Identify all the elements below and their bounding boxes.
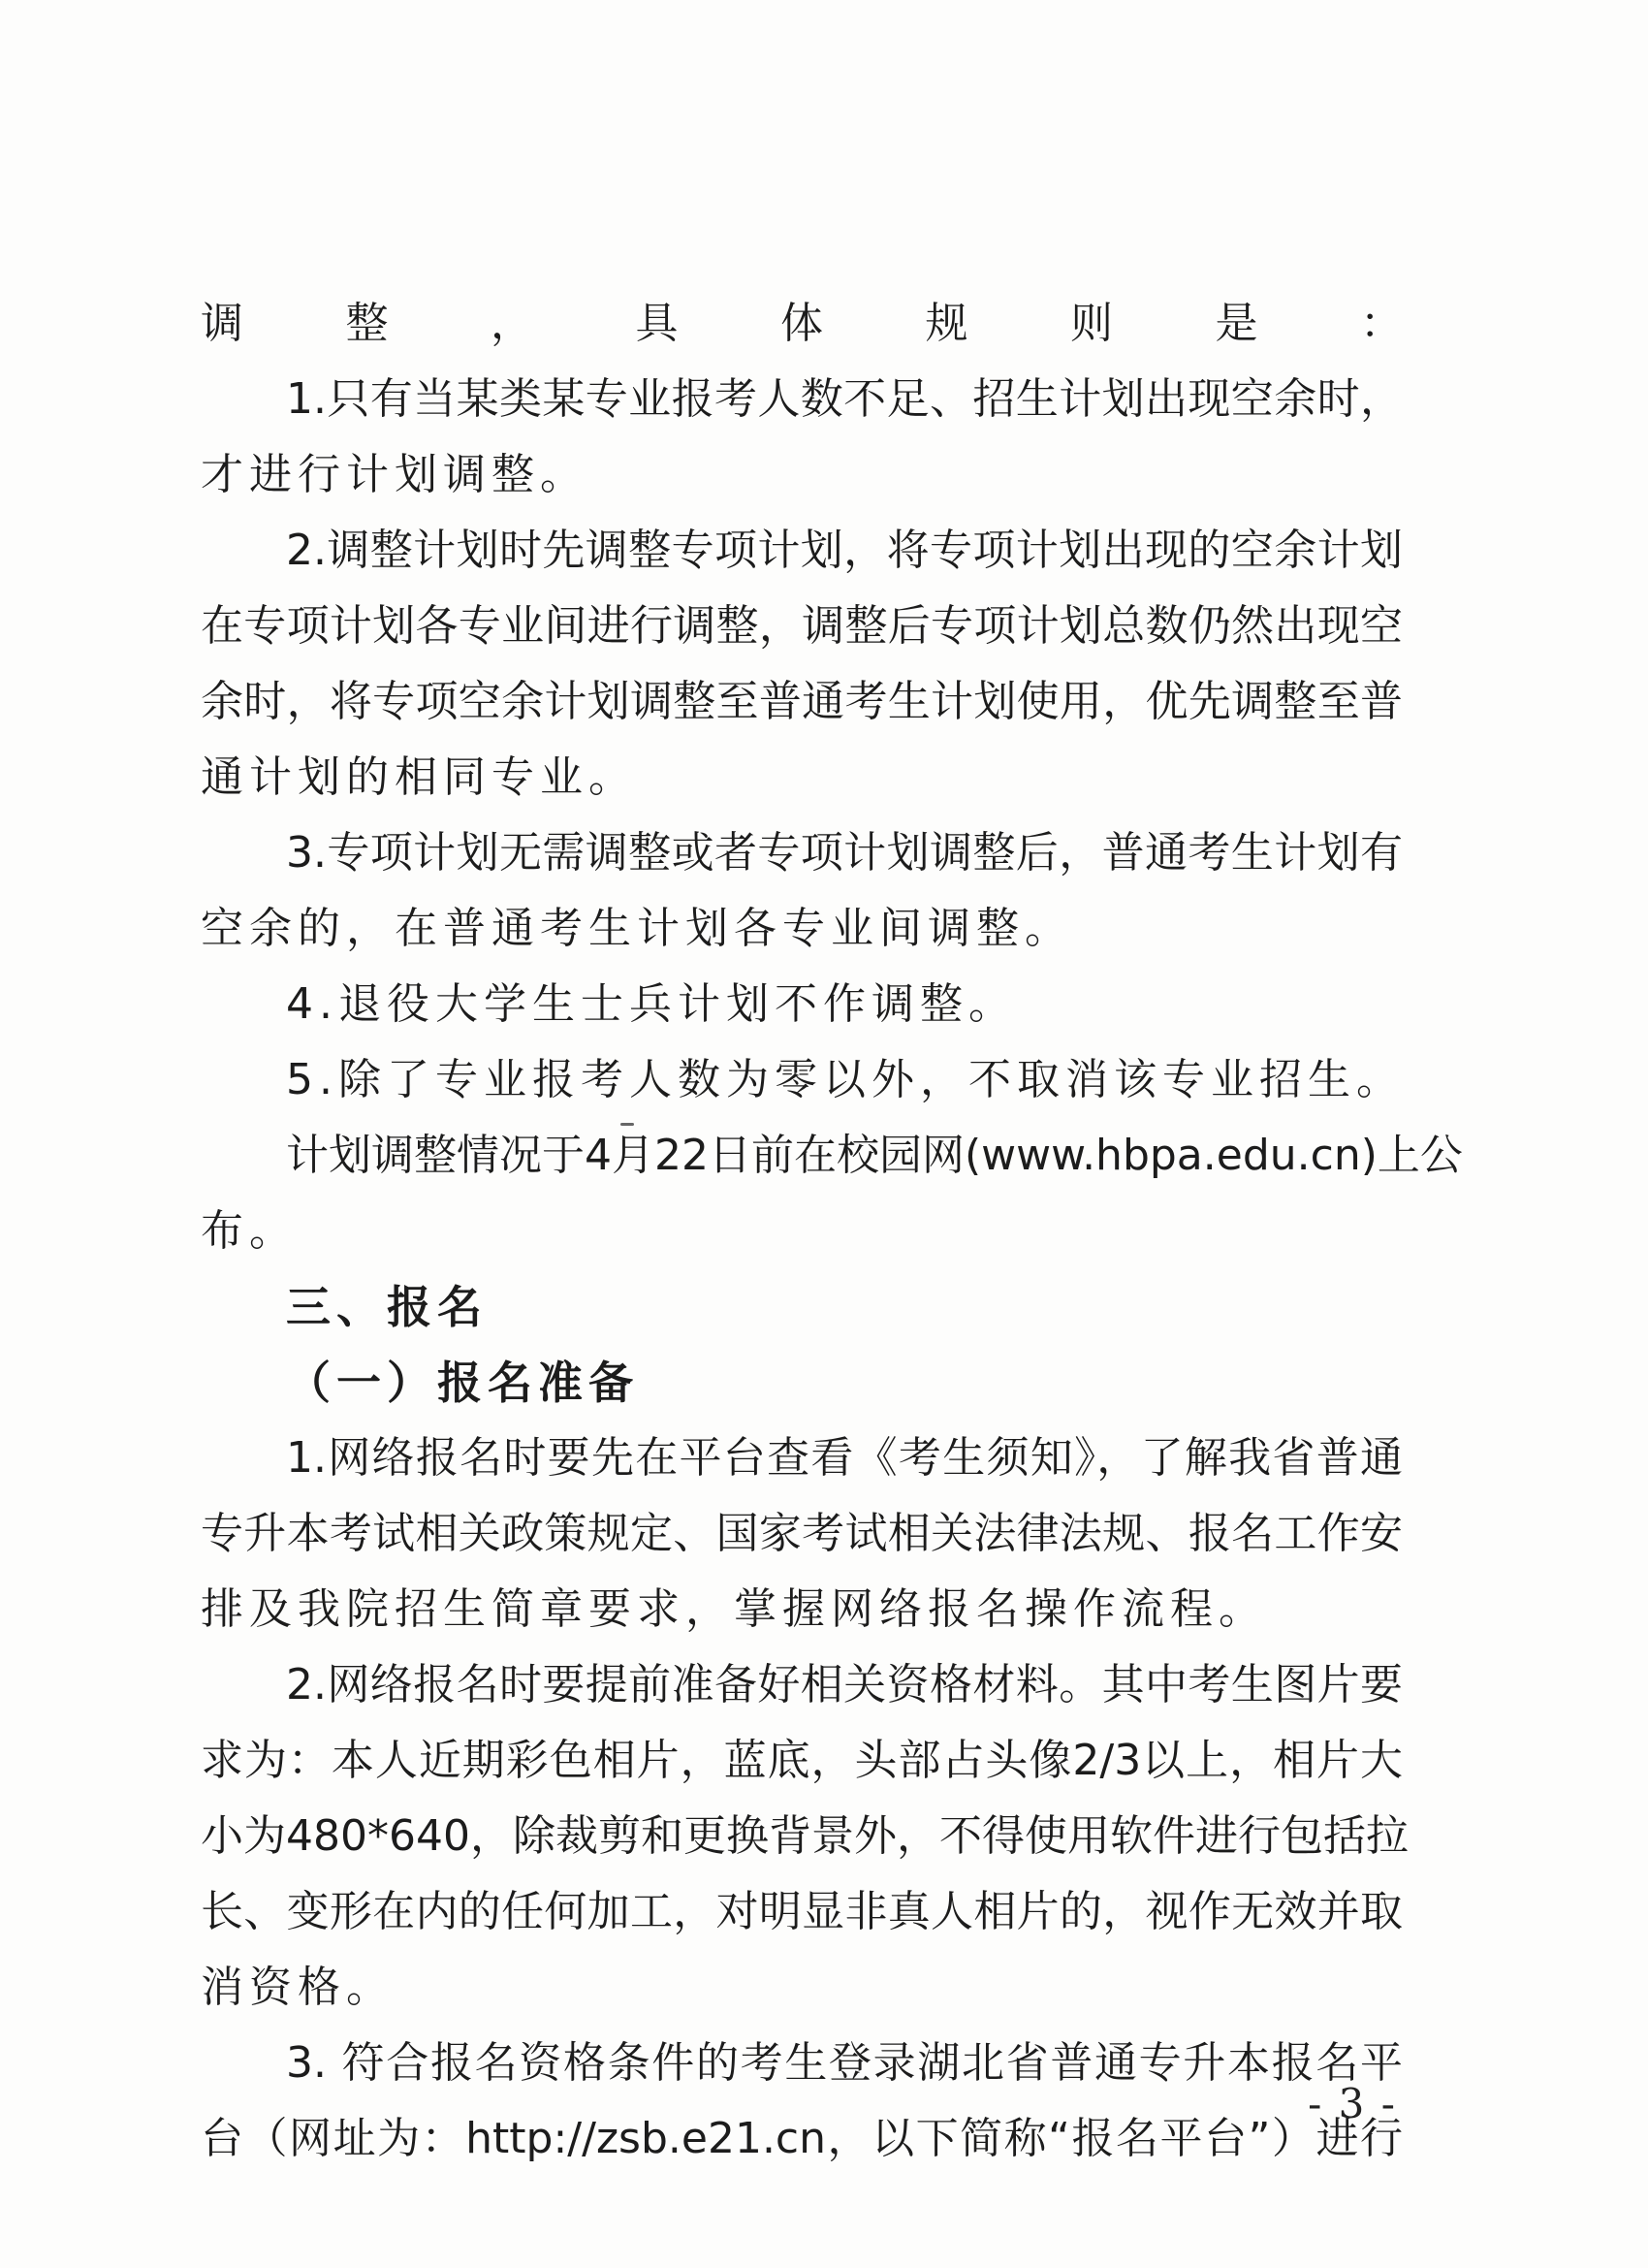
paragraph-line: 调整，具体规则是：: [201, 299, 1403, 348]
prep-2-line: 小为480*640，除裁剪和更换背景外，不得使用软件进行包括拉: [201, 1811, 1409, 1861]
rule-3-line: 3.专项计划无需调整或者专项计划调整后，普通考生计划有: [286, 828, 1403, 878]
rule-5-line: 5.除了专业报考人数为零以外，不取消该专业招生。: [286, 1055, 1405, 1104]
rule-2-line: 在专项计划各专业间进行调整，调整后专项计划总数仍然出现空: [201, 601, 1403, 651]
document-body: [201, 286, 1463, 2177]
prep-2-line: 消资格。: [201, 1963, 395, 2012]
rule-2-line: 余时，将专项空余计划调整至普通考生计划使用，优先调整至普: [201, 677, 1403, 726]
subsection-heading: （一）报名准备: [286, 1357, 639, 1409]
rule-2-line: 通计划的相同专业。: [201, 752, 637, 802]
rule-3-line: 空余的，在普通考生计划各专业间调整。: [201, 904, 1073, 953]
prep-2-line: 求为：本人近期彩色相片，蓝底，头部占头像2/3以上，相片大: [201, 1736, 1403, 1785]
prep-3-line: 3. 符合报名资格条件的考生登录湖北省普通专升本报名平: [286, 2038, 1403, 2088]
section-heading: 三、报名: [286, 1281, 488, 1333]
scan-speck: [620, 1123, 634, 1126]
prep-1-line: 排及我院招生简章要求，掌握网络报名操作流程。: [201, 1584, 1267, 1634]
rule-4-line: 4.退役大学生士兵计划不作调整。: [286, 979, 1017, 1029]
page-number: - 3 -: [1308, 2080, 1397, 2127]
rule-1-line: 1.只有当某类某专业报考人数不足、招生计划出现空余时，: [286, 374, 1403, 424]
prep-3-line: 台（网址为：http://zsb.e21.cn，以下简称“报名平台”）进行: [201, 2114, 1403, 2163]
prep-2-line: 2.网络报名时要提前准备好相关资格材料。其中考生图片要: [286, 1660, 1403, 1709]
announcement-line: 布。: [201, 1206, 298, 1256]
prep-1-line: 专升本考试相关政策规定、国家考试相关法律法规、报名工作安: [201, 1509, 1403, 1558]
prep-2-line: 长、变形在内的任何加工，对明显非真人相片的，视作无效并取: [201, 1887, 1403, 1936]
rule-1-line: 才进行计划调整。: [201, 450, 588, 499]
rule-2-line: 2.调整计划时先调整专项计划，将专项计划出现的空余计划: [286, 526, 1403, 575]
announcement-line: 计划调整情况于4月22日前在校园网(www.hbpa.edu.cn)上公: [286, 1131, 1463, 1180]
prep-1-line: 1.网络报名时要先在平台查看《考生须知》，了解我省普通: [286, 1433, 1403, 1483]
